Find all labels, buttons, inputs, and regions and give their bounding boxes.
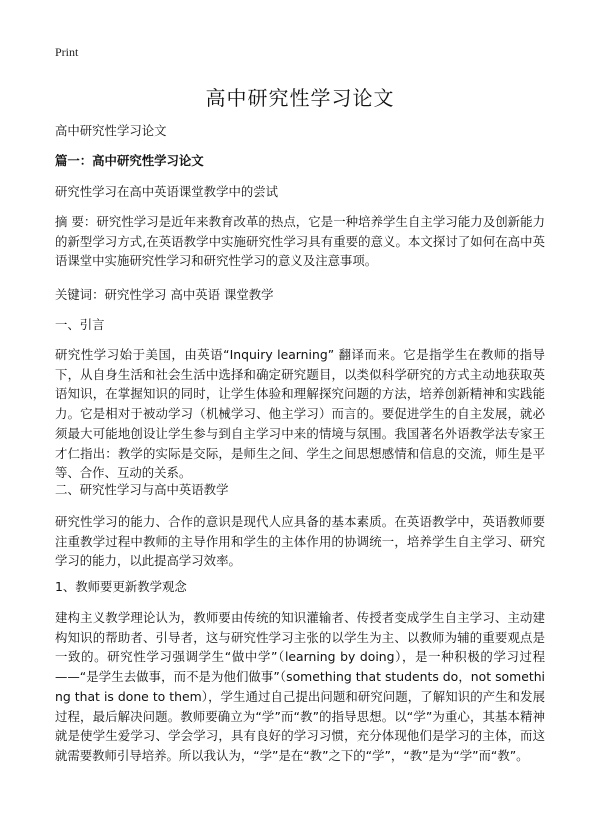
subsection-1-heading: 1、教师要更新教学观念 — [55, 579, 187, 594]
section-2-paragraph: 研究性学习的能力、合作的意识是现代人应具备的基本素质。在英语教学中，英语教师要注重教学过程中教师的主导作用和学生的主体作用的协调统一，培养学生自主学习、研究学习的能力，以此提高学习效率。 — [55, 514, 545, 569]
abstract-paragraph: 摘 要：研究性学习是近年来教育改革的热点，它是一种培养学生自主学习能力及创新能力的新型学习方式,在英语教学中实施研究性学习具有重要的意义。本文探讨了如何在高中英语课堂中实施研究性学习和研究性学习的意义及注意事项。 — [55, 214, 545, 269]
document-title: 高中研究性学习论文 — [205, 86, 395, 110]
document-subtitle: 高中研究性学习论文 — [55, 123, 167, 138]
print-label: Print — [55, 45, 79, 59]
section-1-paragraph: 研究性学习始于美国，由英语“Inquiry learning” 翻译而来。它是指学生在教师的指导下，从自身生活和社会生活中选择和确定研究题目，以类似科学研究的方式主动地获取英语知识，在掌握知识的同时，让学生体验和理解探究问题的方法，培养创新精神和实践能力。它是相对于被动学习（机械学习、他主学习）而言的。要促进学生的自主发展，就必须最大可能地创设让学生参与到自主学习中来的情境与氛围。我国著名外语教学法专家王才仁指出：教学的实际是交际，是师生之间、学生之间思想感情和信息的交流，师生是平等、合作、互动的关系。 — [55, 347, 545, 481]
section-2-heading: 二、研究性学习与高中英语教学 — [55, 482, 229, 497]
chapter-heading: 篇一：高中研究性学习论文 — [55, 153, 204, 168]
article-title: 研究性学习在高中英语课堂教学中的尝试 — [55, 184, 279, 199]
keywords-line: 关键词：研究性学习 高中英语 课堂教学 — [55, 287, 274, 302]
subsection-1-paragraph: 建构主义教学理论认为，教师要由传统的知识灌输者、传授者变成学生自主学习、主动建构知识的帮助者、引导者，这与研究性学习主张的以学生为主、以教师为辅的重要观点是一致的。研究性学习强调学生“做中学”（learning by doing），是一种积极的学习过程——“是学生去做事，而不是为他们做事”（something that students do，not something that is done to them），学生通过自己提出问题和研究问题，了解知识的产生和发展过程，最后解决问题。教师要确立为“学”而“教”的指导思想。以“学”为重心，其基本精神就是使学生爱学习、学会学习，具有良好的学习习惯，充分体现他们是学习的主体，而这就需要教师引导培养。所以我认为，“学”是在“教”之下的“学”，“教”是为“学”而“教”。 — [55, 610, 545, 763]
section-1-heading: 一、引言 — [55, 317, 105, 332]
